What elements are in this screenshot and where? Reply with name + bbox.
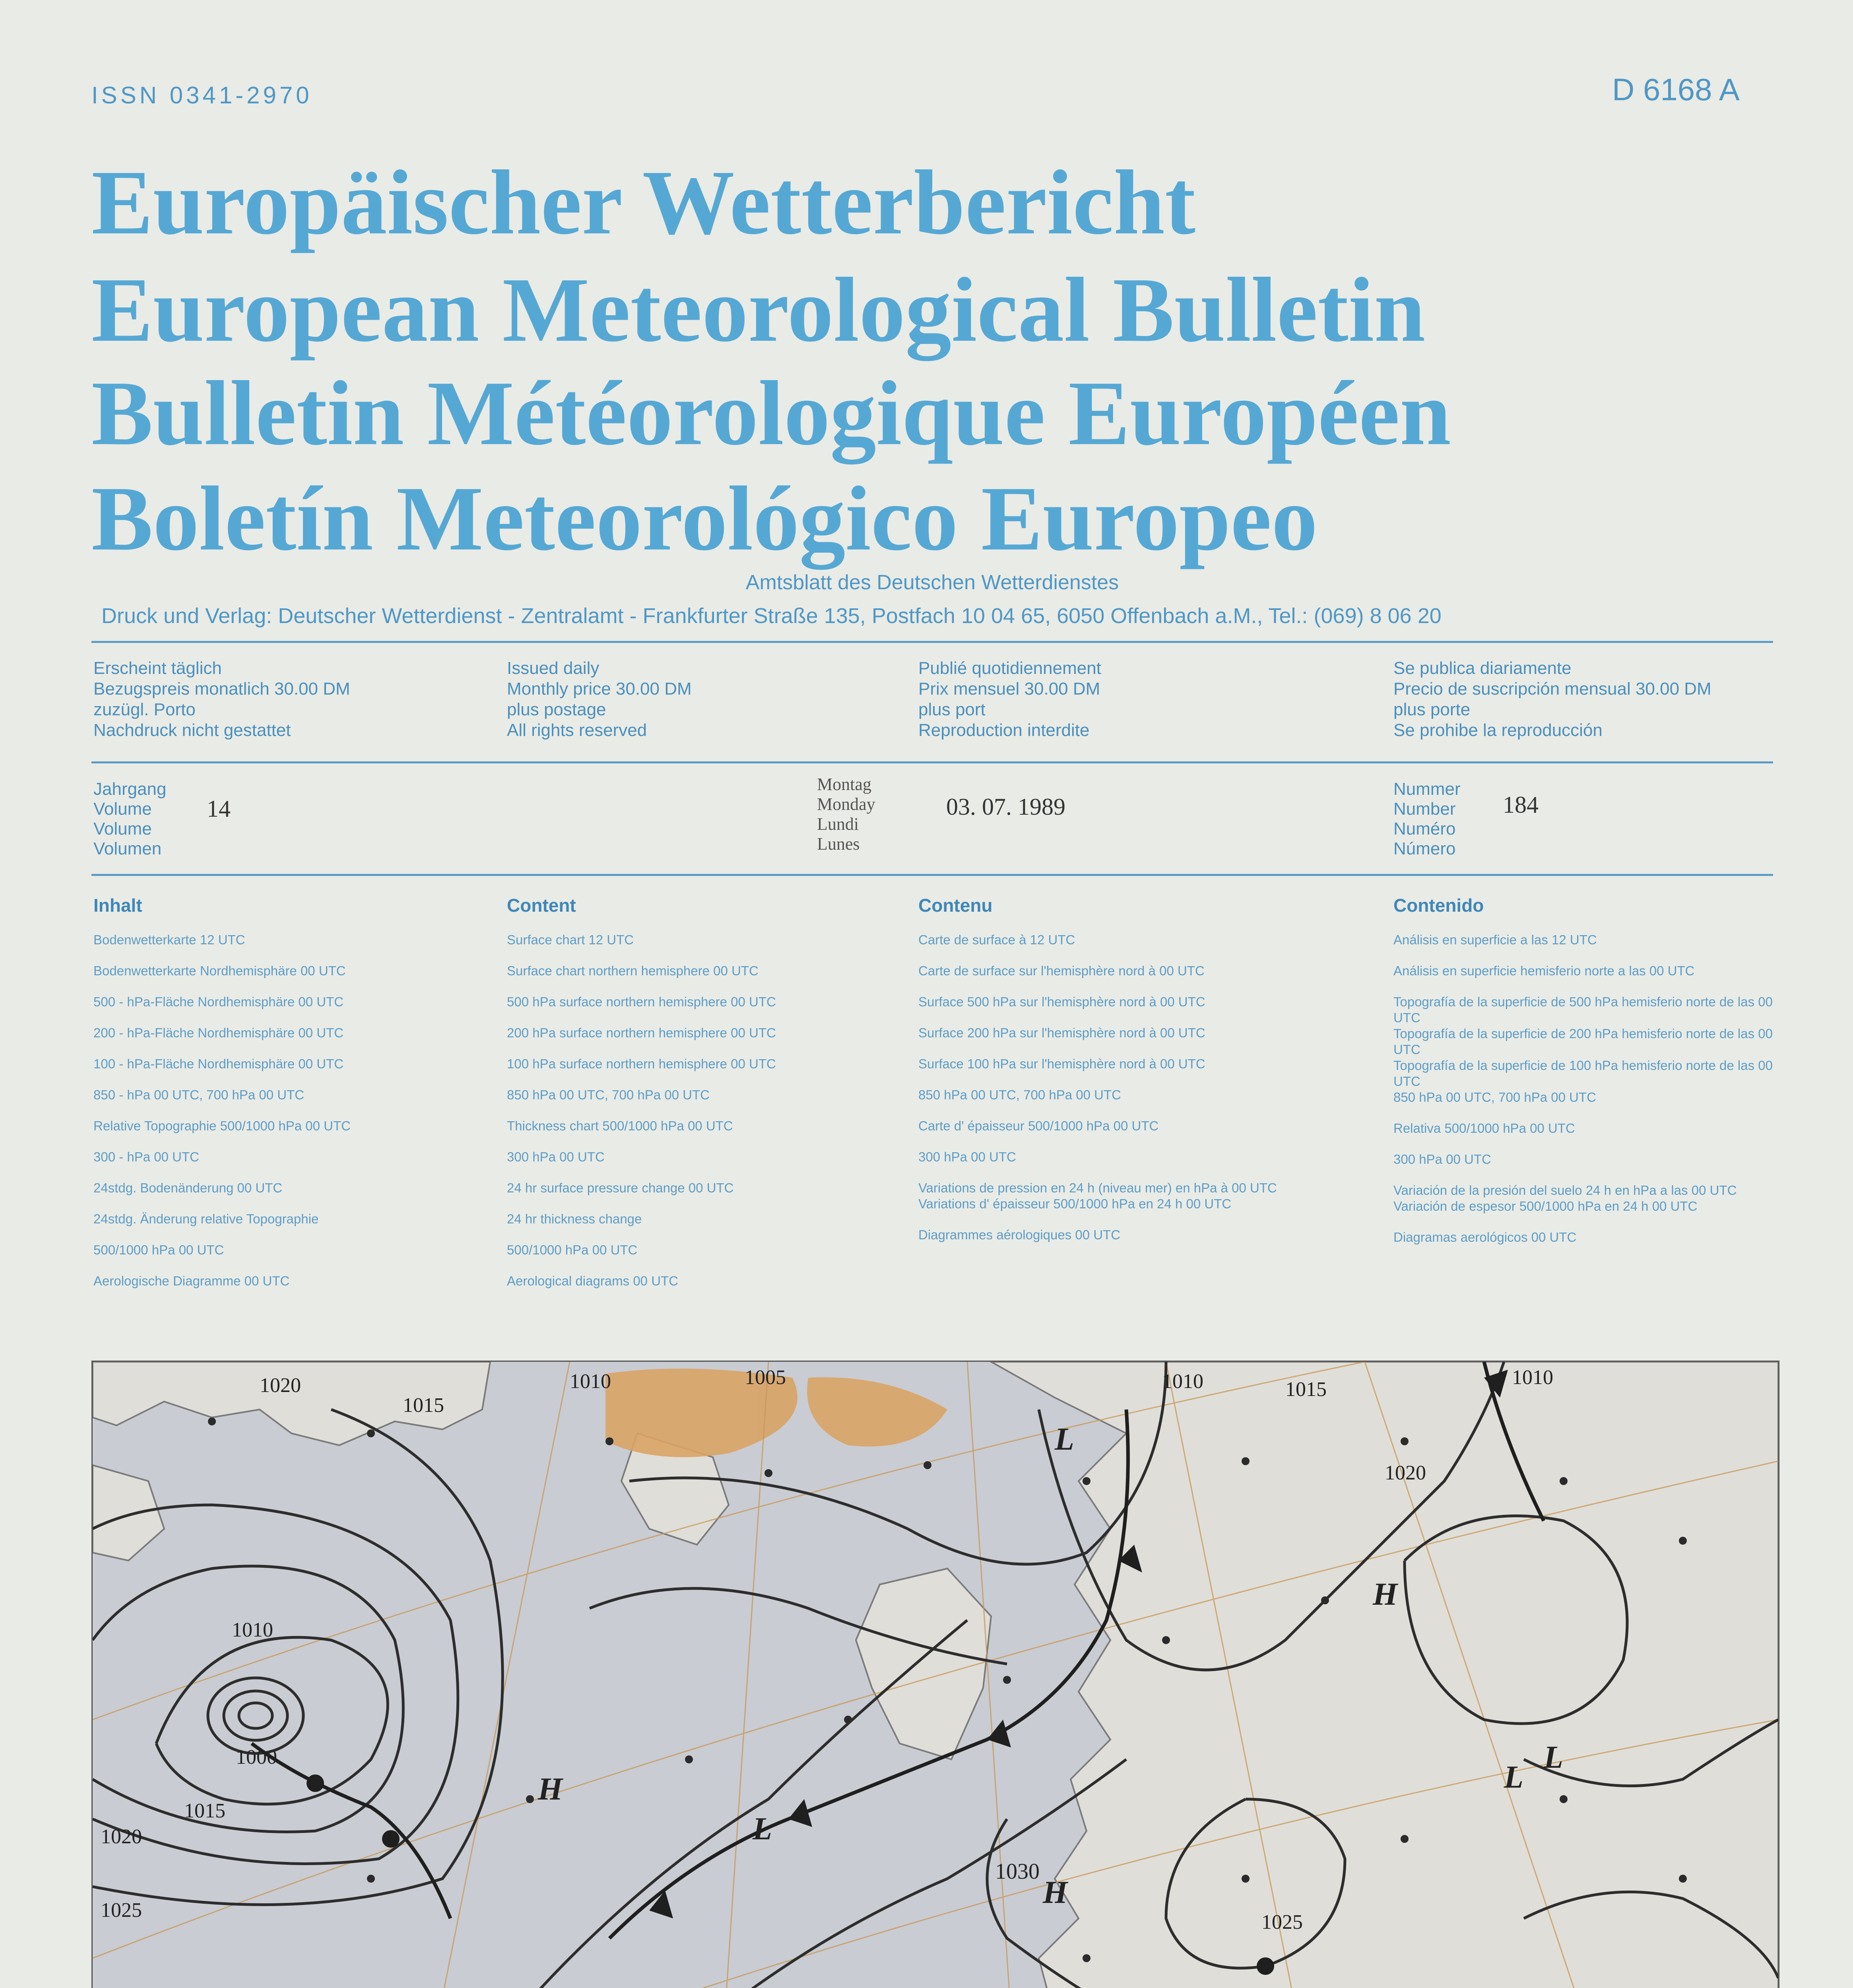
isobar-label: 1010: [1512, 1366, 1553, 1389]
isobar-label: 1025: [1261, 1911, 1303, 1934]
isobar-label: 1015: [403, 1394, 444, 1417]
divider: [91, 874, 1773, 876]
isobar-label: 1030: [995, 1859, 1040, 1884]
issue-number: 184: [1503, 792, 1539, 818]
contents-french: Contenu Carte de surface à 12 UTC Carte de surface sur l'hemisphère nord à 00 UTC Surface 500 hPa sur l'hemisphère nord à 00 UTC Surface 200 hPa sur l'hemisphère nord à 00 UTC Surface 100 hPa sur l'hemisphère nord à 00 UTC 850 hPa 00 UTC, 700 hPa 00 UTC Carte d' épaisseur 500/1000 hPa 00 UTC 300 hPa 00 UTC Variations de pression en 24 h (niveau mer) en hPa à 00 UTC Variations d' épaisseur 500/1000 hPa en 24 h 00 UTC Diagrammes aérologiques 00 UTC: [918, 895, 1277, 1242]
title-spanish: Boletín Meteorológico Europeo: [91, 468, 1318, 570]
subscription-french: Publié quotidiennement Prix mensuel 30.00 DM plus port Reproduction interdite: [918, 658, 1101, 740]
isobar-label: 1020: [1385, 1462, 1426, 1484]
volume-labels: Jahrgang Volume Volume Volumen: [93, 779, 167, 858]
title-english: European Meteorological Bulletin: [91, 259, 1426, 361]
divider: [91, 641, 1773, 643]
high-pressure-center: H: [538, 1772, 563, 1807]
contents-english: Content Surface chart 12 UTC Surface chart northern hemisphere 00 UTC 500 hPa surface northern hemisphere 00 UTC 200 hPa surface northern hemisphere 00 UTC 100 hPa surface northern hemisphere 00 UTC 850 hPa 00 UTC, 700 hPa 00 UTC Thickness chart 500/1000 hPa 00 UTC 300 hPa 00 UTC 24 hr surface pressure change 00 UTC 24 hr thickness change 500/1000 hPa 00 UTC Aerological diagrams 00 UTC: [507, 895, 776, 1288]
landmasses: [93, 1362, 1778, 1988]
title-french: Bulletin Météorologique Européen: [91, 362, 1451, 464]
issn: ISSN 0341-2970: [91, 82, 312, 109]
high-pressure-center: H: [1373, 1577, 1398, 1612]
isobar-label: 1015: [184, 1800, 225, 1822]
volume-number: 14: [207, 796, 231, 822]
contents-german: Inhalt Bodenwetterkarte 12 UTC Bodenwetterkarte Nordhemisphäre 00 UTC 500 - hPa-Fläche Nordhemisphäre 00 UTC 200 - hPa-Fläche Nordhemisphäre 00 UTC 100 - hPa-Fläche Nordhemisphäre 00 UTC 850 - hPa 00 UTC, 700 hPa 00 UTC Relative Topographie 500/1000 hPa 00 UTC 300 - hPa 00 UTC 24stdg. Bodenänderung 00 UTC 24stdg. Änderung relative Topographie 500/1000 hPa 00 UTC Aerologische Diagramme 00 UTC: [93, 895, 351, 1288]
surface-weather-map: [91, 1361, 1779, 1988]
isobar-label: 1025: [101, 1899, 142, 1922]
isobar-label: 1000: [236, 1746, 277, 1769]
publication-code: D 6168 A: [1612, 72, 1740, 107]
isobar-label: 1010: [570, 1370, 611, 1393]
issue-date: 03. 07. 1989: [946, 794, 1065, 820]
subscription-german: Erscheint täglich Bezugspreis monatlich 30.00 DM zuzügl. Porto Nachdruck nicht gestattet: [93, 658, 350, 740]
isobar-label: 1015: [1285, 1378, 1327, 1401]
title-german: Europäischer Wetterbericht: [91, 151, 1196, 254]
publisher-line: Druck und Verlag: Deutscher Wetterdienst - Zentralamt - Frankfurter Straße 135, Postfach 10 04 65, 6050 Offenbach a.M., Tel.: (069) 8 06 20: [101, 604, 1442, 628]
contents-spanish: Contenido Análisis en superficie a las 12 UTC Análisis en superficie hemisferio norte a las 00 UTC Topografía de la superficie de 500 hPa hemisferio norte de las 00 UTC Topografía de la superficie de 200 hPa hemisferio norte de las 00 UTC Topografía de la superficie de 100 hPa hemisferio norte de las 00 UTC 850 hPa 00 UTC, 700 hPa 00 UTC Relativa 500/1000 hPa 00 UTC 300 hPa 00 UTC Variación de la presión del suelo 24 h en hPa a las 00 UTC Variación de espesor 500/1000 hPa en 24 h 00 UTC Diagramas aerológicos 00 UTC: [1393, 895, 1773, 1244]
subscription-spanish: Se publica diariamente Precio de suscripción mensual 30.00 DM plus porte Se prohibe la reproducción: [1393, 658, 1711, 740]
isobar-label: 1010: [232, 1619, 273, 1641]
number-labels: Nummer Number Numéro Número: [1393, 779, 1461, 858]
low-pressure-center: L: [1504, 1760, 1523, 1795]
isobar-label: 1020: [260, 1374, 301, 1397]
official-gazette-line: Amtsblatt des Deutschen Wetterdienstes: [745, 571, 1119, 594]
divider: [91, 761, 1773, 763]
subscription-english: Issued daily Monthly price 30.00 DM plus postage All rights reserved: [507, 658, 692, 740]
low-pressure-center: L: [1055, 1422, 1074, 1457]
isobar-label: 1010: [1162, 1370, 1203, 1393]
weekday-labels: Montag Monday Lundi Lunes: [817, 775, 875, 854]
isobar-label: 1020: [101, 1825, 142, 1848]
low-pressure-center: L: [1544, 1740, 1563, 1775]
map-graphic: [93, 1362, 1778, 1988]
low-pressure-center: L: [753, 1811, 772, 1846]
high-pressure-center: H: [1043, 1875, 1068, 1910]
isobar-label: 1005: [745, 1366, 786, 1389]
